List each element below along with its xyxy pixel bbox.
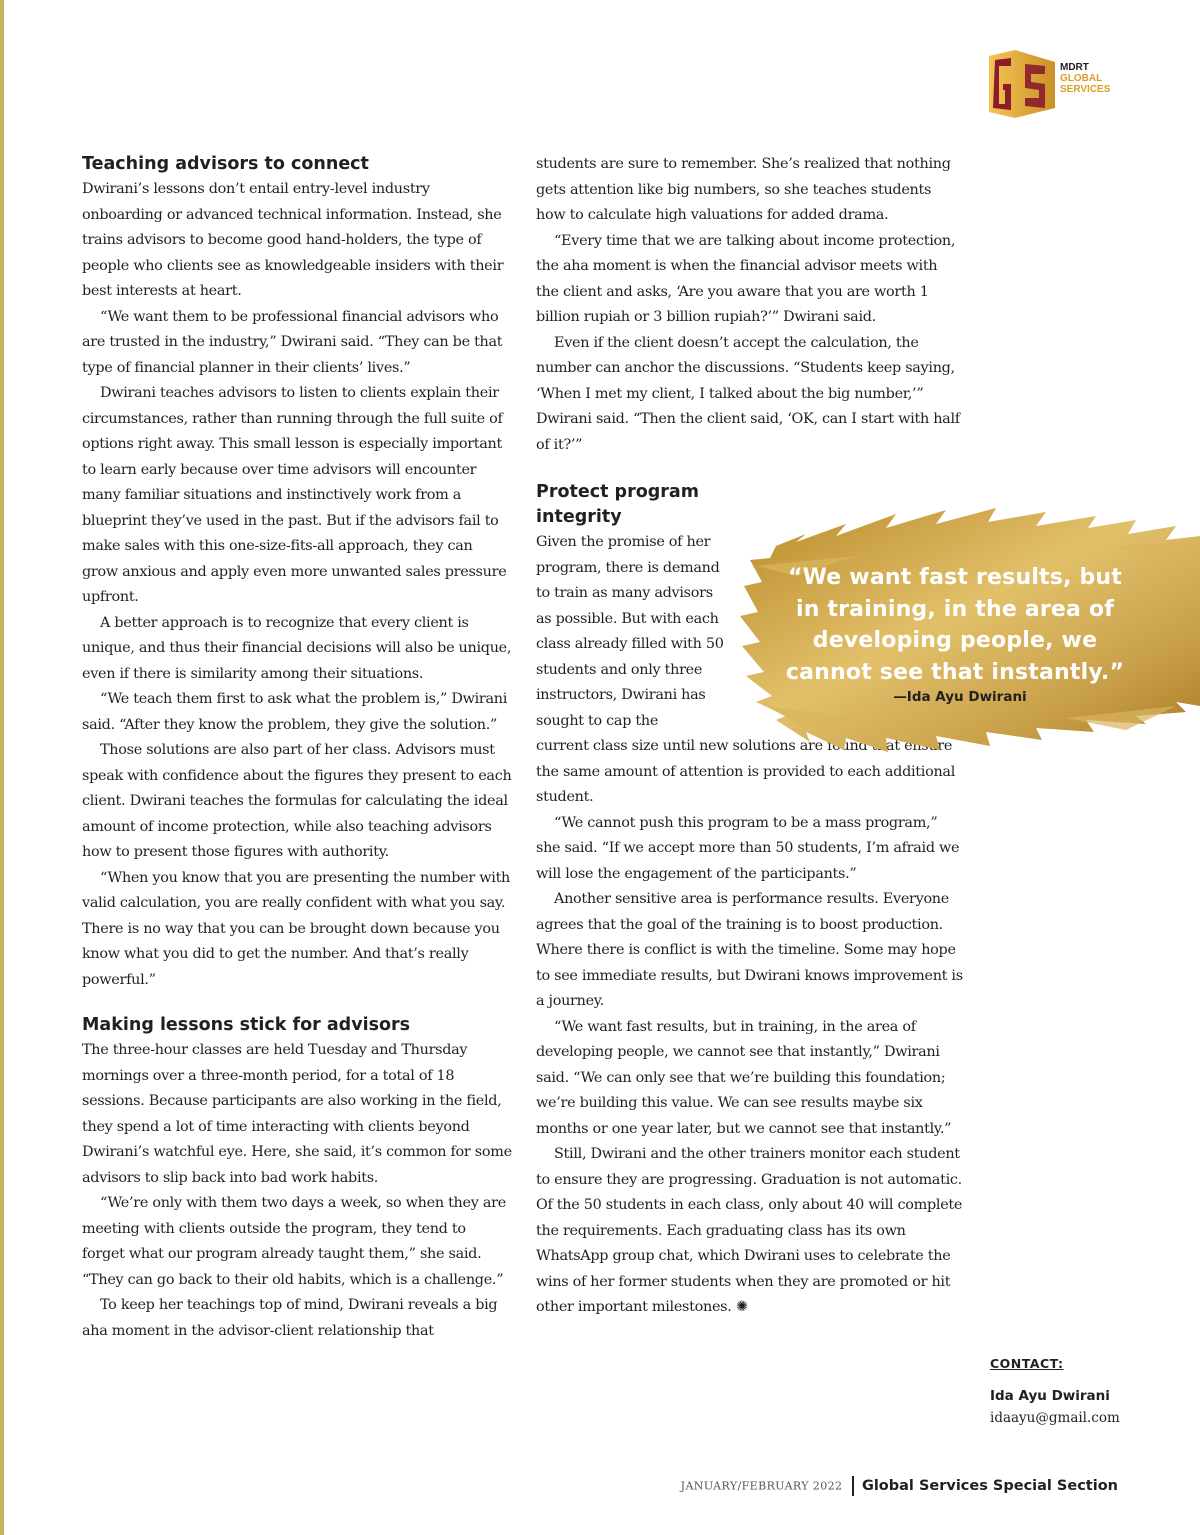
footer-divider [852, 1476, 854, 1496]
contact-box [990, 1356, 1180, 1429]
paragraph: “When you know that you are presenting the number with valid calculation, you are really confident with what you say. There is no way that you can be brought down because you know what you did to get the number. And that’s really powerful.” [82, 869, 511, 988]
paragraph: students are sure to remember. She’s realized that nothing gets attention like big numbers, so she teaches students how to calculate high valuations for added drama. [536, 156, 951, 223]
paragraph: A better approach is to recognize that every client is unique, and thus their financial decisions will also be unique, even if there is similarity among their situations. [82, 614, 512, 682]
pull-quote-attribution: —Ida Ayu Dwirani [893, 689, 1027, 705]
paragraph: “We want them to be professional financial advisors who are trusted in the industry,” Dwirani said. “They can be that type of financial planner in their clients’ lives.” [82, 308, 503, 376]
paragraph-text: Still, Dwirani and the other trainers monitor each student to ensure they are progressing. Graduation is not automatic. Of the 50 students in each class, only about 40 will complete the requirements. Each graduating class has its own WhatsApp group chat, which Dwirani uses to celebrate the wins of her former students when they are promoted or hit other important milestones. [536, 1146, 963, 1315]
contact-heading: CONTACT: [990, 1356, 1064, 1371]
paragraph: “We’re only with them two days a week, so when they are meeting with clients outside the program, they tend to forget what our program already taught them,” she said. “They can go back to their old habits, which is a challenge.” [82, 1195, 506, 1288]
logo-line-services: SERVICES [1060, 84, 1111, 95]
footer-section-title: Global Services Special Section [861, 1478, 1118, 1494]
footer-issue-date: JANUARY/FEBRUARY 2022 [680, 1479, 843, 1493]
heading-teaching-advisors: Teaching advisors to connect [82, 154, 369, 174]
paragraph: “We teach them first to ask what the problem is,” Dwirani said. “After they know the problem, they give the solution.” [82, 691, 508, 733]
contact-email: idaayu@gmail.com [990, 1410, 1120, 1426]
paragraph: “We want fast results, but in training, in the area of developing people, we cannot see that instantly,” Dwirani said. “We can only see that we’re building this foundation; we’re building this value. We can see results maybe six months or one year later, but we cannot see that instantly.” [536, 1018, 952, 1137]
page-edge-rule [0, 0, 4, 1535]
heading-protect-program-integrity: Protect program integrity [536, 482, 699, 527]
paragraph: Dwirani teaches advisors to listen to clients explain their circumstances, rather than running through the full suite of options right away. This small lesson is especially important to learn early because over time advisors will encounter many familiar situations and instinctively work from a blueprint they’ve used in the past. But if the advisors fail to make sales with this one-size-fits-all approach, they can grow anxious and apply even more unwanted sales pressure upfront. [82, 385, 507, 605]
heading-making-lessons-stick: Making lessons stick for advisors [82, 1015, 411, 1035]
paragraph: “We cannot push this program to be a mass program,” she said. “If we accept more than 50 students, I’m afraid we will lose the engagement of the participants.” [536, 814, 960, 882]
paragraph: Another sensitive area is performance results. Everyone agrees that the goal of the training is to boost production. Where there is conflict is with the timeline. Some may hope to see immediate results, but Dwirani knows improvement is a journey. [536, 891, 963, 1009]
page-footer [600, 1476, 1118, 1496]
paragraph: Dwirani’s lessons don’t entail entry-level industry onboarding or advanced technical information. Instead, she trains advisors to become good hand-holders, the type of people who clients see as knowledgeable insiders with their best interests at heart. [82, 181, 504, 299]
paragraph: The three-hour classes are held Tuesday and Thursday mornings over a three-month period, for a total of 18 sessions. Because participants are also working in the field, they spend a lot of time interacting with clients beyond Dwirani’s watchful eye. Here, she said, it’s common for some advisors to slip back into bad work habits. [82, 1042, 512, 1186]
logo-line-global: GLOBAL [1060, 73, 1103, 84]
logo-wordmark [1060, 62, 1110, 95]
pull-quote-text: “We want fast results, but in training, in the area of developing people, we cannot see that instantly.” [785, 565, 1125, 685]
paragraph-narrow: Given the promise of her program, there is demand to train as many advisors as possible. But with each class already filled with 50 students and only three instructors, Dwirani has sought to cap the [536, 534, 724, 729]
contact-name: Ida Ayu Dwirani [990, 1388, 1110, 1404]
paragraph: To keep her teachings top of mind, Dwirani reveals a big aha moment in the advisor-client relationship that [82, 1297, 498, 1339]
logo-line-mdrt: MDRT [1060, 62, 1089, 73]
end-mark-icon: ✺ [735, 1299, 748, 1315]
paragraph [536, 1142, 964, 1321]
paragraph: Those solutions are also part of her class. Advisors must speak with confidence about the figures they present to each client. Dwirani teaches the formulas for calculating the ideal amount of income protection, while also teaching advisors how to present those figures with authority. [82, 742, 512, 860]
paragraph: “Every time that we are talking about income protection, the aha moment is when the financial advisor meets with the client and asks, ‘Are you aware that you are worth 1 billion rupiah or 3 billion rupiah?’” Dwirani said. [536, 232, 956, 325]
paragraph: Even if the client doesn’t accept the calculation, the number can anchor the discussions. “Students keep saying, ‘When I met my client, I talked about the big number,’” Dwirani said. “Then the client said, ‘OK, can I start with half of it?’” [536, 334, 960, 453]
left-column [82, 152, 512, 1344]
paragraph: current class size until new solutions are found that ensure the same amount of attention is provided to each additional student. [536, 738, 956, 805]
